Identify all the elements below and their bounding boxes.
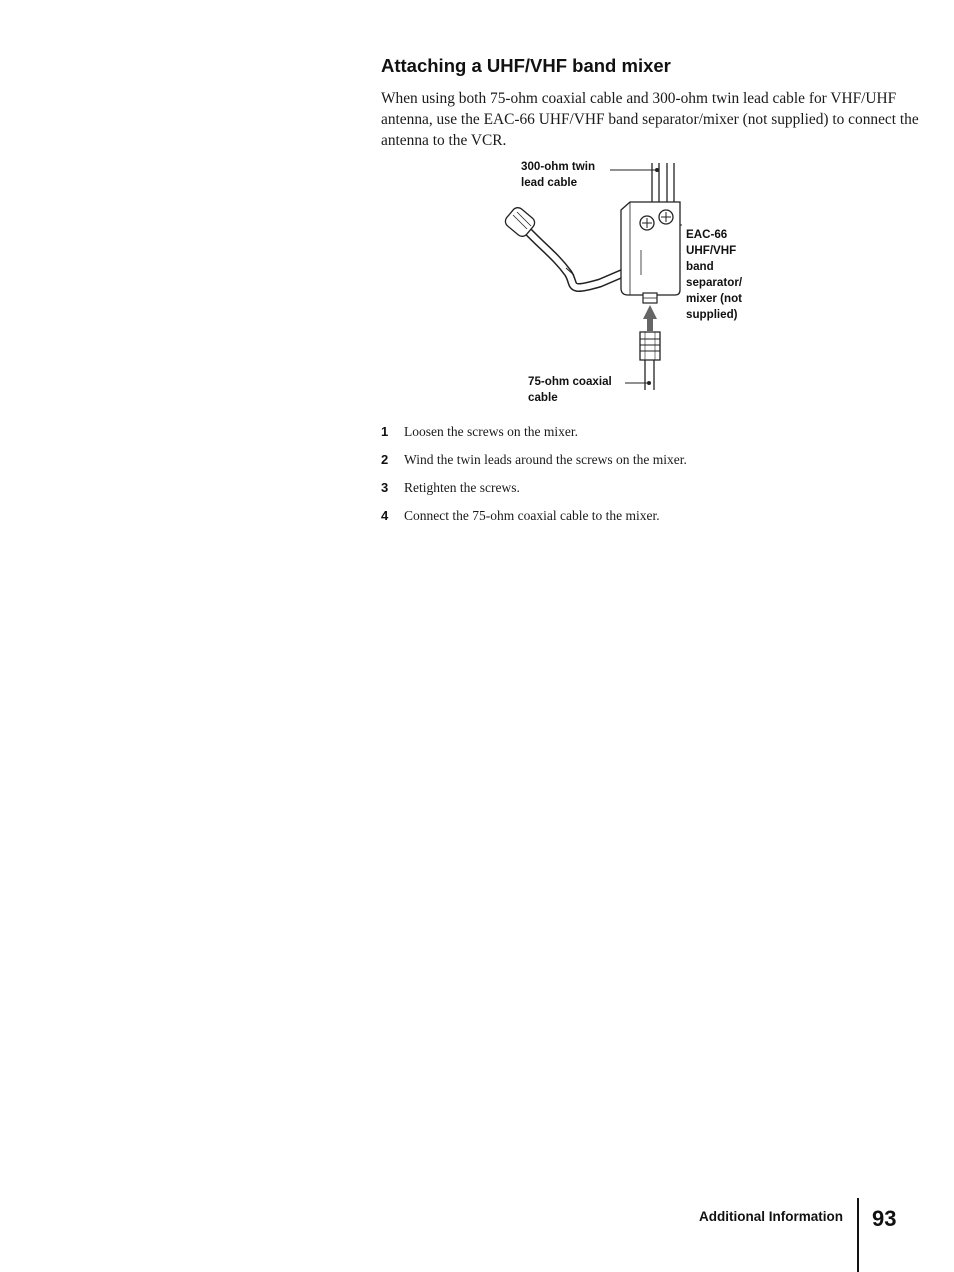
- step-item: [381, 507, 687, 535]
- mixer-illustration: [500, 155, 770, 415]
- page-number: 93: [872, 1206, 897, 1231]
- step-number: 2: [381, 452, 389, 467]
- step-number: 3: [381, 480, 389, 495]
- mixer-callout: EAC-66 UHF/VHF band separator/ mixer (not supplied): [686, 228, 743, 321]
- step-text: Wind the twin leads around the screws on the mixer.: [404, 452, 687, 467]
- coax-callout: 75-ohm coaxial cable: [528, 375, 612, 404]
- step-item: [381, 479, 687, 507]
- step-text: Connect the 75-ohm coaxial cable to the mixer.: [404, 508, 660, 523]
- step-item: [381, 451, 687, 479]
- footer-divider: [857, 1198, 859, 1272]
- step-item: [381, 423, 687, 451]
- steps-list: [381, 423, 687, 535]
- footer-section-label: Additional Information: [699, 1209, 843, 1224]
- step-number: 1: [381, 424, 389, 439]
- twin-lead-callout: 300-ohm twin lead cable: [521, 160, 596, 189]
- step-text: Loosen the screws on the mixer.: [404, 424, 578, 439]
- step-number: 4: [381, 508, 389, 523]
- step-text: Retighten the screws.: [404, 480, 520, 495]
- intro-paragraph: When using both 75-ohm coaxial cable and 300-ohm twin lead cable for VHF/UHF antenna, use the EAC-66 UHF/VHF band separator/mixer (not supplied) to connect the antenna to the VCR.: [381, 90, 919, 149]
- section-heading: Attaching a UHF/VHF band mixer: [381, 55, 671, 76]
